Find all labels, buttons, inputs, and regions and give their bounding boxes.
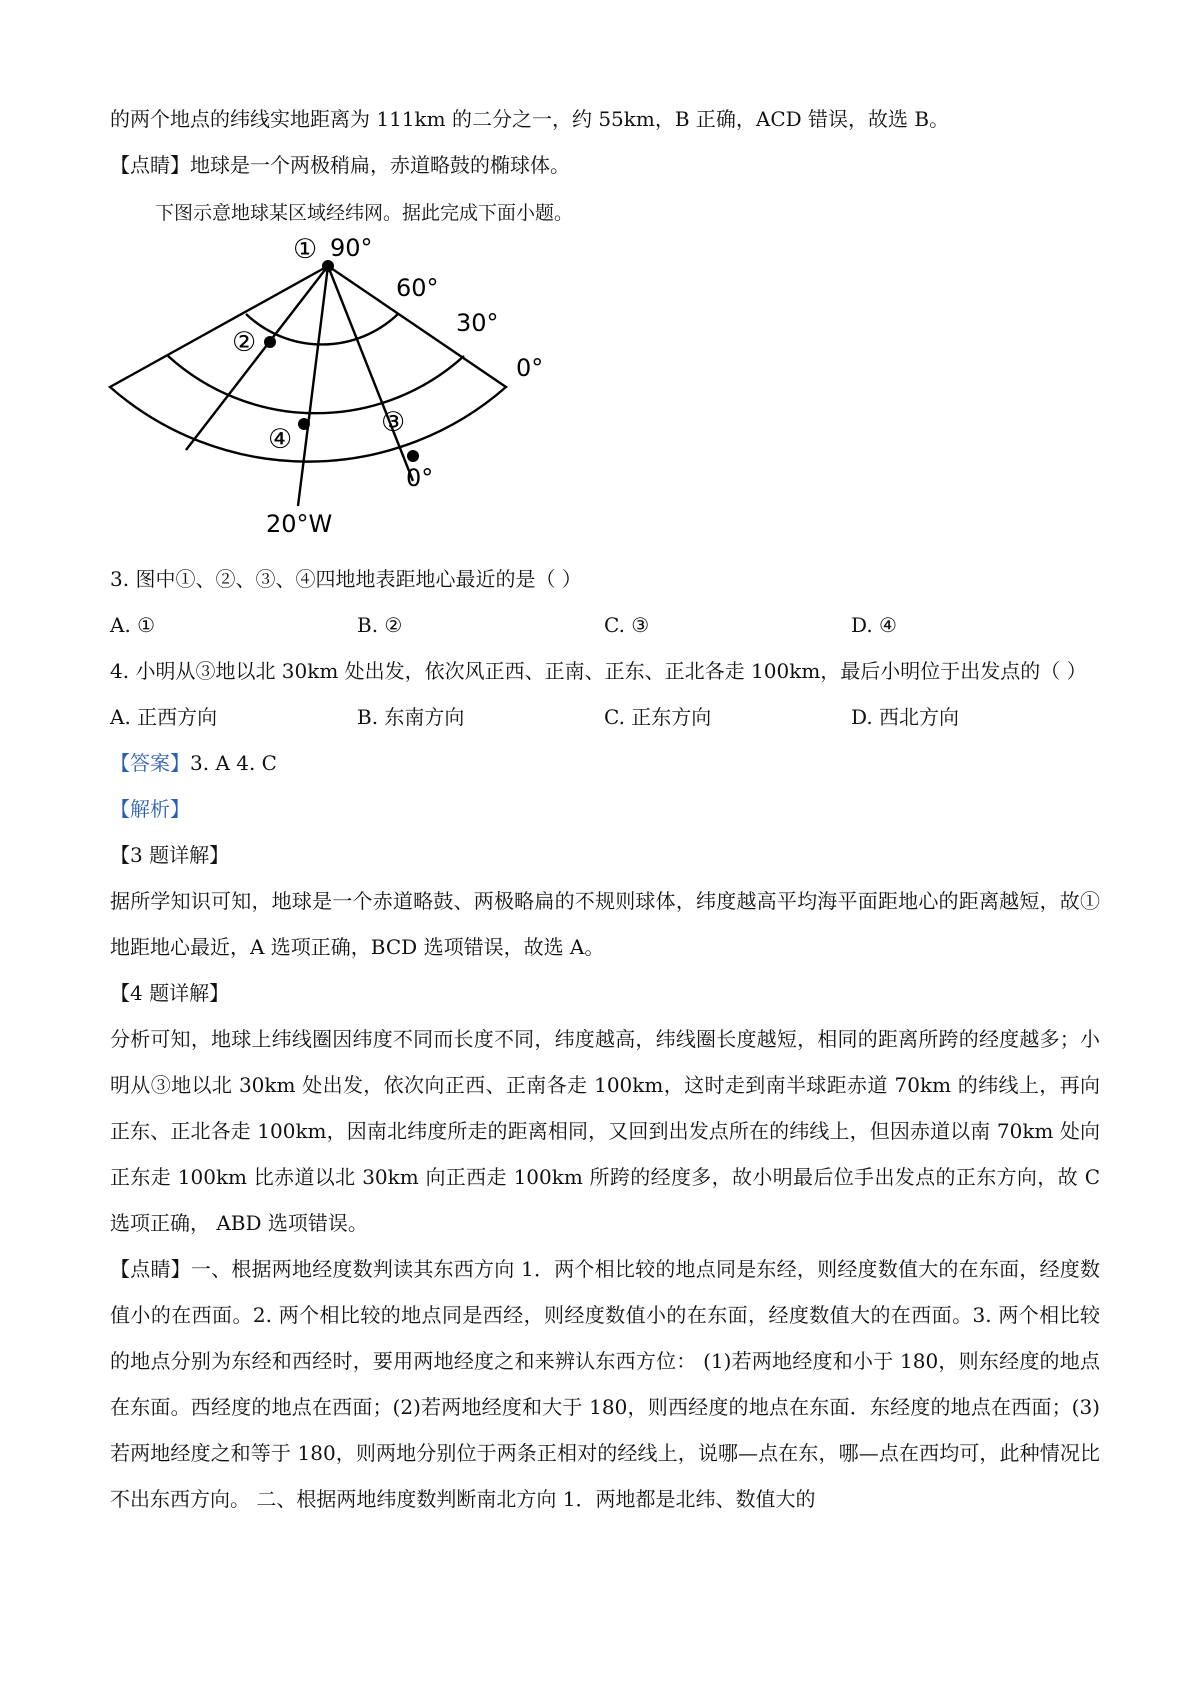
q3-option-c: C. ③ bbox=[604, 613, 650, 637]
question-4-stem: 4. 小明从③地以北 30km 处出发，依次风正西、正南、正东、正北各走 100km，最后小明位于出发点的（ ） bbox=[110, 659, 1087, 683]
lon-0-label: 0° bbox=[406, 464, 434, 492]
note-tag: 【点睛】 bbox=[110, 1257, 191, 1281]
graticule-figure bbox=[108, 236, 628, 554]
answer-text: 3. A 4. C bbox=[190, 751, 277, 775]
answer-tag: 【答案】 bbox=[110, 751, 190, 775]
lat-30-label: 30° bbox=[456, 309, 499, 337]
graticule-diagram bbox=[108, 236, 628, 554]
q3-option-b: B. ② bbox=[357, 613, 403, 637]
note-text: 一、根据两地经度数判读其东西方向 1．两个相比较的地点同是东经，则经度数值大的在东面，经度数值小的在西面。2. 两个相比较的地点同是西经，则经度数值小的在东面，经度数值大的在西面。3. 两个相比较的地点分别为东经和西经时，要用两地经度之和来辨认东西方位： (1)若两地经度和小于 180，则东经度的地点在东面。西经度的地点在西面；(2)若两地经度和大于 180，则西经度的地点在东面．东经度的地点在西面；(3)若两地经度之和等于 180，则两地分别位于两条正相对的经线上，说哪—点在东，哪—点在西均可，此种情况比不出东西方向。 二、根据两地纬度数判断南北方向 1．两地都是北纬、数值大的 bbox=[110, 1257, 1100, 1511]
answer-line bbox=[110, 740, 1100, 786]
detail-3-text: 据所学知识可知，地球是一个赤道略鼓、两极略扁的不规则球体，纬度越高平均海平面距地心的距离越短，故①地距地心最近，A 选项正确，BCD 选项错误，故选 A。 bbox=[110, 889, 1100, 959]
detail-4-tag: 【4 题详解】 bbox=[110, 981, 230, 1005]
point-4-dot bbox=[298, 418, 310, 430]
paragraph-line: 的两个地点的纬线实地距离为 111km 的二分之一，约 55km，B 正确，ACD 错误，故选 B。 bbox=[110, 107, 950, 131]
tip-tag: 【点睛】 bbox=[110, 153, 190, 177]
note-paragraph bbox=[110, 1246, 1100, 1522]
lat-0-label: 0° bbox=[516, 354, 544, 382]
question-3-options bbox=[110, 602, 1100, 648]
detail-4-text: 分析可知，地球上纬线圈因纬度不同而长度不同，纬度越高，纬线圈长度越短，相同的距离所跨的经度越多；小明从③地以北 30km 处出发，依次向正西、正南各走 100km，这时走到南半球距赤道 70km 的纬线上，再向正东、正北各走 100km，因南北纬度所走的距离相同，又回到出发点所在的纬线上，但因赤道以南 70km 处向正东走 100km 比赤道以北 30km 向正西走 100km 所跨的经度多，故小明最后位手出发点的正东方向，故 C 选项正确， ABD 选项错误。 bbox=[110, 1027, 1100, 1235]
q4-option-d: D. 西北方向 bbox=[851, 705, 960, 729]
question-4-options bbox=[110, 694, 1100, 740]
point-1-label: ① bbox=[293, 236, 318, 265]
q4-option-b: B. 东南方向 bbox=[357, 705, 465, 729]
q3-option-d: D. ④ bbox=[851, 613, 897, 637]
point-3-label: ③ bbox=[381, 407, 406, 438]
meridian-20w-line bbox=[298, 266, 328, 506]
question-intro: 下图示意地球某区域经纬网。据此完成下面小题。 bbox=[155, 202, 574, 224]
lat-90-label: 90° bbox=[330, 236, 373, 262]
question-3-stem: 3. 图中①、②、③、④四地地表距地心最近的是（ ） bbox=[110, 567, 582, 591]
tip-text: 地球是一个两极稍扁，赤道略鼓的椭球体。 bbox=[190, 153, 570, 177]
point-4-label: ④ bbox=[268, 424, 293, 455]
q4-option-a: A. 正西方向 bbox=[110, 705, 218, 729]
document-page bbox=[110, 96, 1100, 1522]
point-3-dot bbox=[407, 450, 419, 462]
lon-20w-label: 20°W bbox=[266, 510, 333, 538]
q4-option-c: C. 正东方向 bbox=[604, 705, 712, 729]
detail-3-tag: 【3 题详解】 bbox=[110, 843, 230, 867]
point-2-label: ② bbox=[232, 327, 257, 358]
analysis-tag: 【解析】 bbox=[110, 797, 190, 821]
q3-option-a: A. ① bbox=[110, 613, 156, 637]
point-2-dot bbox=[264, 336, 276, 348]
lat-60-label: 60° bbox=[396, 274, 439, 302]
tip-line bbox=[110, 142, 1100, 188]
